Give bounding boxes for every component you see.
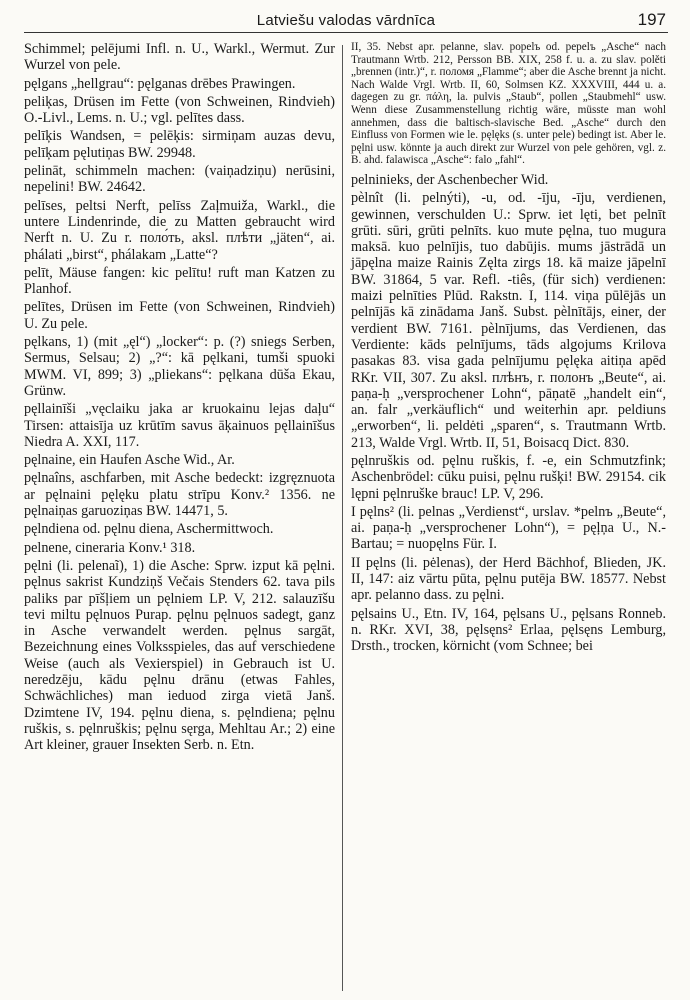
entry-pelikis: pelīķis Wandsen, = pelēķis: sirmiņam auzas devu, pelīķam pęlutiņas BW. 29948.: [24, 128, 335, 161]
entry-pelinat: pelināt, schimmeln machen: (vaiņadziņu) nerūsini, nepelini! BW. 24642.: [24, 163, 335, 196]
left-column: [24, 41, 342, 991]
entry-pelns-ii: II pęlns (li. pėlenas), der Herd Bächhof, Blieden, JK. II, 147: aiz vārtu pūta, pęlnu putēja BW. 18577. Nebst apr. pelanno dass. zu pęlni.: [351, 554, 666, 604]
running-title: Latviešu valodas vārdnīca: [256, 12, 436, 29]
entry-pelni: pęlni (li. pelenaĩ), 1) die Asche: Sprw. izput kā pęlni. pęlnus sakrist Kundziņš Večais Stenders 62. tava pils paliks par pīšļiem un pęlniem LP. V, 212. salauzīšu tevi miltu pęlnuos Purap. pęlnu pęlnuos sadegt, ganz in Asche verwandelt werden. pęlnus sargāt, Bezeichnung eines Volksspieles, das auf verschiedene Weise (auch als Vexierspiel) in Gebrauch ist U. neredzēju, kādu pęlnu drānu (etwas Fahles, Schwächliches) man ieduod zirga vietā Janš. Dzimtene IV, 194. pęlnu diena, s. pęlndiena; pęlnu ruškis, s. pęlnruškis; pęlnu sęrga, Mehltau Ar.; 2) eine Art kleiner, grauer Insekten Serb. n. Etn.: [24, 557, 335, 754]
right-column: [343, 41, 666, 991]
entry-pelninieks: pelninieks, der Aschenbecher Wid.: [351, 171, 549, 188]
entry-pelikas: peliķas, Drüsen im Fette (von Schweinen, Rindvieh) O.-Livl., Lems. n. U.; vgl. pelītes dass.: [24, 93, 335, 127]
entry-pelises: pelīses, peltsi Nerft, pelīss Zaļmuiža, Warkl., die untere Lindenrinde, die zu Matten gebraucht wird Nerft n. U. Zu r. поло́ть, aksl. плѣти „jäten“, ai. phálati „birst“, phálakam „Latte“?: [24, 197, 335, 263]
entry-pelites: pelītes, Drüsen im Fette (von Schweinen, Rindvieh) U. Zu pele.: [24, 299, 335, 332]
entry-pelnains: pęlnaîns, aschfarben, mit Asche bedeckt: izgręznuota ar pęlnaini pęlęku platu strīpu Konv.² 1356. ne pęlnaiņas garuoziņas BW. 14471, 5.: [24, 470, 335, 520]
page-header: [24, 8, 668, 33]
entry-pelndiena: pęlndiena od. pęlnu diena, Aschermittwoch.: [24, 521, 274, 538]
entry-pelni-etymology: II, 35. Nebst apr. pelanne, slav. popelъ od. pepelъ „Asche“ nach Trautmann Wrtb. 212, Persson BB. XIX, 258 f. u. a. zu slav. polěti „brennen (intr.)“, r. поломя „Flamme“; aber die Asche brennt ja nicht. Nach Walde Vrgl. Wrtb. II, 60, Solmsen KZ. XXXVIII, 444 u. a. dagegen zu gr. πάλη, la. pulvis „Staub“, pollen „Staubmehl“ usw. Wenn diese Zusammenstellung richtig wäre, müsste man wohl annehmen, dass die baltisch-slavische Bed. „Asche“ durch den Einfluss von Formen wie le. pęlęks (s. unter pele) bedingt ist. Aber le. pęlni usw. könnte ja auch direkt zur Wurzel von pele gehören, vgl. z. B. ahd. falawisca „Asche“: falo „fahl“.: [351, 41, 666, 167]
entry-pelnaine: pęlnaine, ein Haufen Asche Wid., Ar.: [24, 452, 235, 469]
entry-pelnruskis: pęlnruškis od. pęlnu ruškis, f. -e, ein Schmutzfink; Aschenbrödel: cūku puisi, pęlnu rušķi! BW. 29154. cik lępni pęlnruške brauc! LP. V, 296.: [351, 452, 666, 502]
entry-pelns-i: I pęlns² (li. pelnas „Verdienst“, urslav. *pelnъ „Beute“, ai. paṇa-ḥ „versprochener Lohn“), = pęļņa U., N.-Bartau; = nuopęlns Für. I.: [351, 503, 666, 553]
entry-pelkans: pęlkans, 1) (mit „ęl“) „locker“: p. (?) sniegs Serben, Sermus, Selsau; 2) „?“: kā pęlkani, tumši spuoki MWM. VI, 899; 3) „pliekans“: pęlkana dūša Ekau, Grünw.: [24, 334, 335, 399]
entry-pellainisi: pęllainīši „vęclaiku jaka ar kruokainu lejas daļu“ Tirsen: attaisīja uz krūtīm savus āķainuos pęllainīšus Niedra A. XXI, 117.: [24, 401, 335, 450]
entry-pelgans: pęlgans „hellgrau“: pęlganas drēbes Prawingen.: [24, 75, 296, 92]
entry-pelit: pelīt, Mäuse fangen: kic pelītu! ruft man Katzen zu Planhof.: [24, 264, 335, 298]
page-number: 197: [637, 10, 666, 29]
two-column-body: [24, 41, 668, 991]
entry-pelsains: pęlsains U., Etn. IV, 164, pęlsans U., pęlsans Ronneb. n. RKr. XVI, 38, pęlsęns² Erlaa, pęlsęns Lemburg, Drsth., trocken, körnicht (vom Schnee; bei: [351, 605, 666, 655]
entry-schimmel-continuation: Schimmel; pelējumi Infl. n. U., Warkl., Wermut. Zur Wurzel von pele.: [24, 41, 335, 74]
entry-pelnene: pelnene, cineraria Konv.¹ 318.: [24, 539, 196, 556]
entry-pelnit: pèlnît (li. pelnýti), -u, od. -īju, -īju, verdienen, gewinnen, verschulden U.: Sprw. iet lęti, bet pelnīt grūti. sūri, grūti pelnīts. kuo mute pęlna, tuo mugura maksā. kuo pelnījis, tuo dabūjis. mums jāstrādā un jāpęlna maize Rainis Zęlta zirgs 18. kā maize jāpelnī BW. 31864, 5 var. Refl. -tiês, (für sich) verdienen: maizi pelnīties Plūd. Rakstn. I, 114. viņa pūlējās un pelnījās kā zinādama Janš. Subst. pèlnītājs, einer, der verdient BW. 7161. pèlnījums, das Verdienen, das Verdiente: kāds pelnījums, tāds algojums Krilova pasakas 83. visa gada pelnījumu pęlęka aitiņa apēd RKr. VII, 307. Zu aksl. плѣнъ, r. полонъ „Beute“, ai. paṇa-ḥ „versprochener Lohn“, pāṇatē „handelt ein“, an. falr „verkäuflich“ und weiterhin apr. peldiuns „erworben“, li. peldėti „sparen“, s. Trautmann Wrtb. 213, Walde Vrgl. Wrtb. II, 51, Boisacq Dict. 830.: [351, 190, 666, 451]
